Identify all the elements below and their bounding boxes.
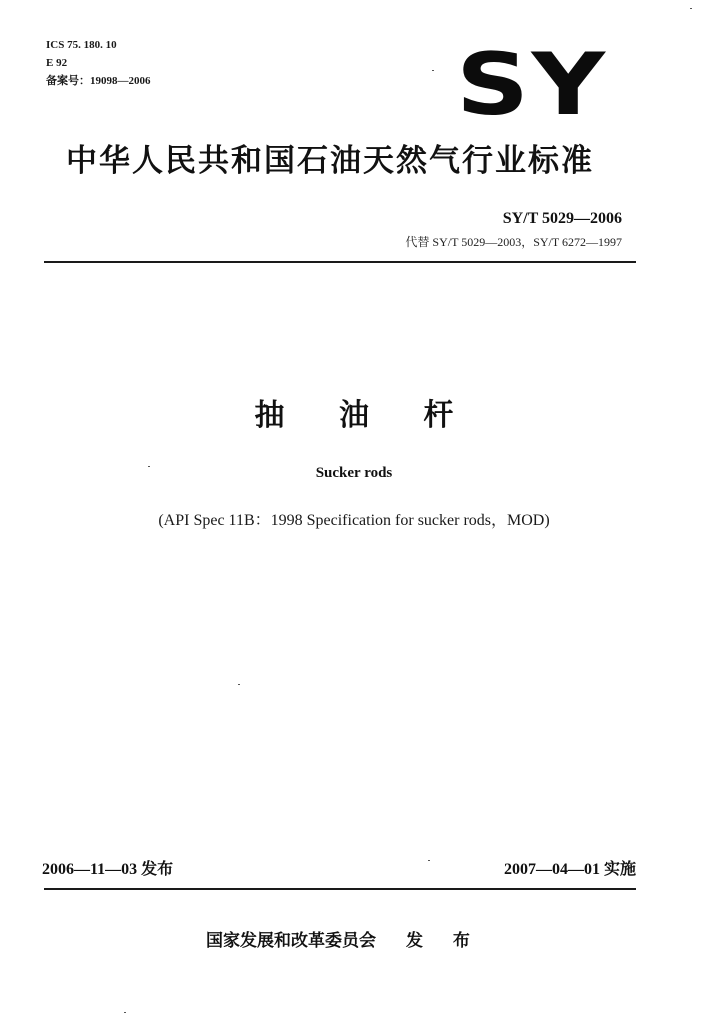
adoption-note: (API Spec 11B：1998 Specification for sucker rods，MOD) (158, 512, 550, 529)
standard-code: SY/T 5029—2006 (502, 210, 622, 227)
sy-logo: SY (456, 35, 608, 135)
scan-speck (238, 684, 240, 685)
implementation-date: 2007—04—01 实施 (503, 861, 636, 878)
replaces-standards: 代替 SY/T 5029—2003，SY/T 6272—1997 (405, 235, 622, 249)
scan-speck (432, 70, 434, 71)
scan-speck (690, 8, 692, 9)
title-english: Sucker rods (315, 465, 393, 481)
classification-block (46, 36, 151, 90)
scan-speck (148, 466, 150, 467)
ics-code: ICS 75. 180. 10 (46, 39, 117, 51)
issuer-action: 发 布 (406, 931, 482, 951)
filing-number: 备案号：19098—2006 (46, 75, 151, 87)
scan-speck (124, 1012, 126, 1013)
classification-code: E 92 (46, 57, 68, 69)
issue-date: 2006—11—03 发布 (42, 861, 174, 878)
scan-speck (428, 860, 430, 861)
title-chinese: 抽 油 杆 (254, 398, 476, 433)
bottom-divider (44, 888, 636, 890)
issuer-line (206, 928, 482, 954)
issuer-name: 国家发展和改革委员会 (206, 931, 376, 951)
organization-title: 中华人民共和国石油天然气行业标准 (66, 143, 594, 179)
top-divider (44, 261, 636, 263)
